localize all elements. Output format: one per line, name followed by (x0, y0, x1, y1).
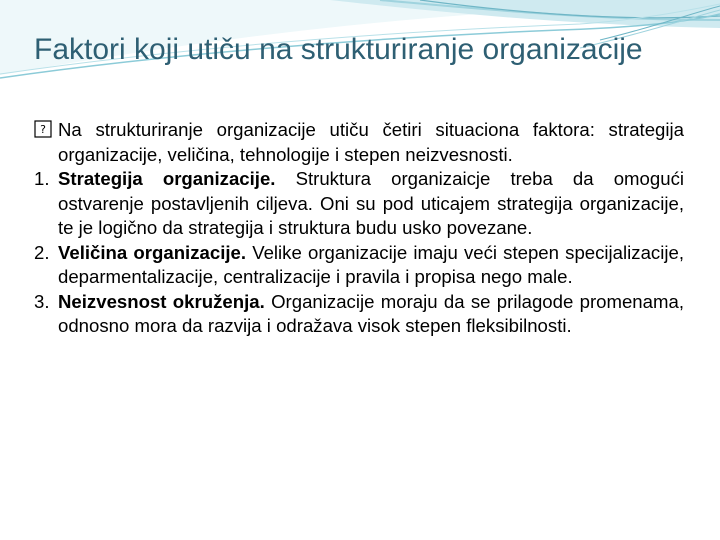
unknown-glyph-icon (34, 118, 58, 143)
list-item (34, 290, 684, 339)
intro-paragraph (34, 118, 684, 167)
list-item (34, 167, 684, 241)
intro-text: Na strukturiranje organizacije utiču četiri situaciona faktora: strategija organizacije, veličina, tehnologije i stepen neizvesnosti. (58, 119, 684, 165)
list-item (34, 241, 684, 290)
list-item-number: 1. (34, 168, 50, 189)
list-item-number: 3. (34, 290, 50, 312)
list-item-text: Organizacije moraju da se prilagode promenama, odnosno mora da razvija i odražava visok stepen fleksibilnosti. (58, 290, 684, 336)
slide-body (34, 118, 684, 339)
list-item-text: Velike organizacije imaju veći stepen specijalizacije, deparmentalizacije, centralizacije i pravila i propisa nego male. (58, 241, 684, 287)
list-item-heading: Strategija organizacije. (58, 168, 276, 189)
slide-title: Faktori koji utiču na strukturiranje organizacije (34, 33, 643, 66)
list-item-heading: Veličina organizacije. (58, 241, 247, 263)
list-item-text: Struktura organizaicje treba da omogući ostvarenje postavljenih ciljeva. Oni su pod uticajem strategija organizacije, te je logično da strategija i struktura budu usko povezane. (58, 168, 684, 238)
list-item-heading: Neizvesnost okruženja. (58, 290, 265, 312)
list-item-number: 2. (34, 241, 50, 263)
svg-text:?: ? (40, 123, 46, 136)
